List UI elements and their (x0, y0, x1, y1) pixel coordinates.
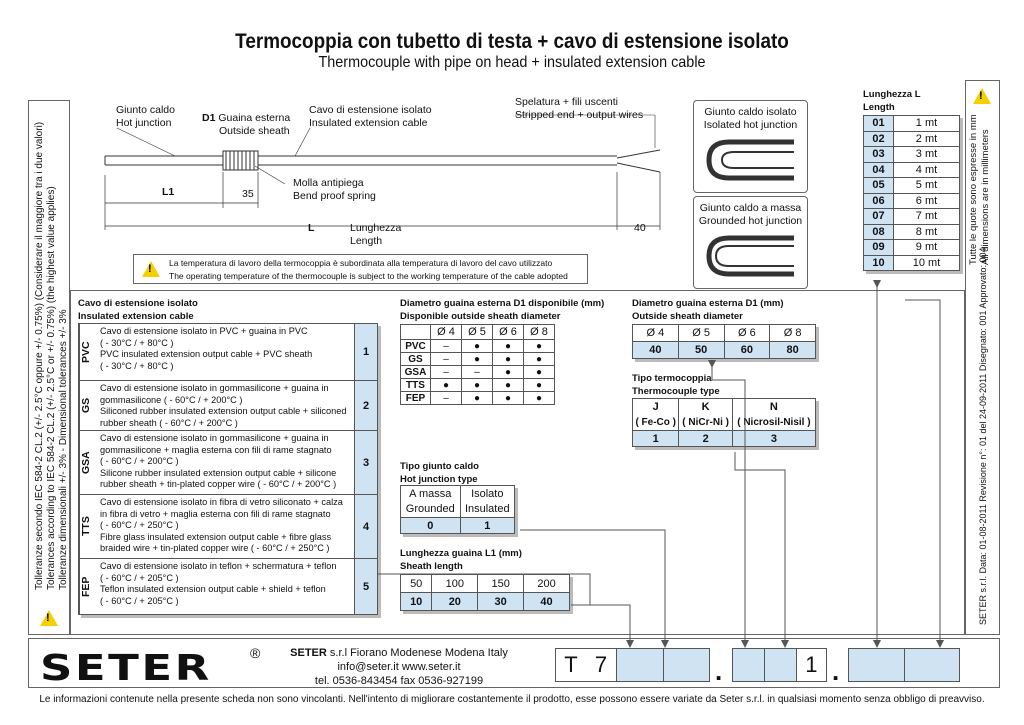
length-code: 04 (864, 162, 894, 178)
junction-en: Insulated (460, 502, 514, 518)
davail-mark: – (431, 353, 462, 366)
code-slot-cable[interactable] (663, 649, 709, 681)
length-value: 5 mt (894, 178, 960, 194)
l1-dimension: L1 (162, 186, 175, 198)
grounded-junction-detail: Giunto caldo a massa Grounded hot junction (693, 196, 808, 289)
cable-code-num: 3 (355, 431, 377, 494)
davail-mark: ● (493, 392, 524, 405)
davail-mark: ● (462, 353, 493, 366)
davail-header: Ø 6 (493, 325, 524, 340)
cable-desc-line: Cavo di estensione isolato in teflon + schermatura + teflon (100, 561, 337, 571)
cable-desc-line: ( - 30°C / + 80°C ) (100, 360, 174, 371)
davail-mark: ● (462, 379, 493, 392)
diameter-header: Ø 6 (724, 325, 770, 342)
length-value: 7 mt (894, 209, 960, 225)
davail-header: Ø 4 (431, 325, 462, 340)
code-dot-2: . (832, 656, 840, 686)
davail-mark: ● (493, 366, 524, 379)
length-value: 3 mt (894, 147, 960, 163)
davail-mark: ● (462, 392, 493, 405)
registered-mark: ® (250, 645, 261, 661)
junction-it: Isolato (460, 486, 514, 502)
davail-name: GSA (401, 366, 431, 379)
length-code: 10 (864, 255, 894, 271)
tc-letter: N (732, 399, 815, 415)
code-slot-tc[interactable] (764, 649, 795, 681)
cable-code: TTS (79, 495, 97, 558)
davail-mark: ● (493, 379, 524, 392)
sheath-value: 50 (401, 575, 432, 593)
dimensions-note: Tutte le quote sono espresse in mm All dimensions are in millimeters (968, 114, 991, 265)
diameter-title: Diametro guaina esterna D1 (mm) Outside sheath diameter (632, 298, 784, 322)
cable-desc-line: Teflon insulated extension output cable + shield + teflon (100, 584, 326, 594)
tc-code: 2 (679, 431, 732, 447)
junction-code: 0 (401, 518, 461, 534)
davail-mark: ● (493, 340, 524, 353)
cable-desc-line: Cavo di estensione isolato in gommasilicone + guaina in (100, 383, 329, 393)
cable-code-num: 1 (355, 324, 377, 380)
junction-en: Grounded (401, 502, 461, 518)
junction-it: A massa (401, 486, 461, 502)
l-dimension: L (308, 222, 315, 234)
davail-name: FEP (401, 392, 431, 405)
length-table-title: Lunghezza L Length (863, 89, 921, 113)
cable-desc-line: Cavo di estensione isolato in PVC + guaina in PVC (100, 326, 308, 336)
sheath-code: 20 (432, 593, 478, 611)
code-slot-diameter[interactable] (733, 649, 764, 681)
diameter-code: 50 (678, 342, 724, 359)
cable-desc-line: rubber sheath + tin-plated copper wire ( - 60°C / + 200°C ) (100, 479, 337, 489)
davail-mark: ● (524, 340, 555, 353)
page-title: Termocoppia con tubetto di testa + cavo di estensione isolato (235, 30, 789, 53)
revision-note: SETER s.r.l. Data: 01-08-2011 Revisione n°: 01 del 24-09-2011 Disegnato: 001 Approvato: 004 (978, 247, 988, 625)
tc-desc: ( Nicrosil-Nisil ) (732, 415, 815, 431)
cable-desc-line: PVC insulated extension output cable + PVC sheath (100, 349, 313, 359)
disclaimer: Le informazioni contenute nella presente scheda non sono vincolanti. Nell'intento di migliorare costantemente il prodotto, esse possono essere variate da Seter s.r.l. in qualsiasi momento senza obbligo di preavviso. (39, 694, 985, 705)
length-code: 03 (864, 147, 894, 163)
length-code: 01 (864, 116, 894, 132)
cable-code: GS (79, 381, 97, 430)
sheath-label: D1 Guaina esterna Outside sheath (202, 112, 291, 137)
junction-title: Tipo giunto caldo Hot junction type (400, 461, 479, 485)
dimensional-note: Tolleranze dimensionali +/- 3% - Dimensional tolerances +/- 3% (58, 309, 69, 590)
davail-mark: – (431, 392, 462, 405)
tc-letter: J (633, 399, 679, 415)
stripped-end-label: Spelatura + fili uscenti Stripped end + output wires (515, 96, 644, 121)
cable-code-num: 5 (355, 559, 377, 614)
length-value: 2 mt (894, 131, 960, 147)
davail-mark: ● (462, 340, 493, 353)
code-slot-length[interactable] (848, 648, 960, 682)
cable-desc-line: Cavo di estensione isolato in fibra di vetro siliconato + calza (100, 497, 343, 507)
length-code: 06 (864, 193, 894, 209)
diameter-header: Ø 8 (770, 325, 816, 342)
length-value: 10 mt (894, 255, 960, 271)
cable-desc-line: in fibra di vetro + maglia esterna con fili di rame stagnato (100, 508, 331, 519)
cable-desc-line: braided wire + tin-plated copper wire ( - 60°C / + 250°C ) (100, 543, 330, 553)
tc-type-title: Tipo termocoppia Thermocouple type (632, 373, 720, 397)
davail-mark: ● (524, 353, 555, 366)
cable-desc-line: rubber sheath ( - 60°C / + 200°C ) (100, 417, 238, 428)
cable-desc-line: Fibre glass insulated extension output cable + fibre glass (100, 531, 332, 542)
sheath-value: 100 (432, 575, 478, 593)
diameter-header: Ø 4 (633, 325, 679, 342)
cable-code: FEP (79, 559, 97, 614)
diameter-code: 80 (770, 342, 816, 359)
tolerance-note-en: Tolerances according to IEC 584-2 CL.2 (+/- 2.5°C or +/- 0.75%) (the highest value applies) (46, 186, 57, 590)
davail-mark: ● (524, 366, 555, 379)
cable-desc-line: Siliconed rubber insulated extension output cable + siliconed (100, 406, 347, 416)
cable-desc-line: Silicone rubber insulated extension output cable + silicone (100, 467, 337, 478)
length-code: 07 (864, 209, 894, 225)
davail-name: PVC (401, 340, 431, 353)
code-box-mid (732, 648, 827, 682)
sheath-length-title: Lunghezza guaina L1 (mm) Sheath length (400, 548, 522, 572)
cable-desc-line: ( - 30°C / + 80°C ) (100, 337, 174, 348)
davail-header: Ø 5 (462, 325, 493, 340)
tc-code: 3 (732, 431, 815, 447)
diameter-code: 40 (633, 342, 679, 359)
davail-mark: ● (493, 353, 524, 366)
cable-desc-line: Cavo di estensione isolato in gommasilicone + guaina in (100, 433, 329, 443)
tc-code: 1 (633, 431, 679, 447)
cable-code-num: 4 (355, 495, 377, 558)
davail-mark: – (431, 366, 462, 379)
length-value: 8 mt (894, 224, 960, 240)
davail-mark: – (431, 340, 462, 353)
tc-desc: ( NiCr-Ni ) (679, 415, 732, 431)
davail-name: GS (401, 353, 431, 366)
cable-desc-line: gommasilicone ( - 60°C / + 200°C ) (100, 394, 243, 405)
length-code: 09 (864, 240, 894, 256)
cable-table-title: Cavo di estensione isolato Insulated extension cable (78, 298, 198, 322)
cable-desc-line: ( - 60°C / + 205°C ) (100, 595, 179, 606)
davail-mark: – (462, 366, 493, 379)
company-info: SETER s.r.l Fiorano Modenese Modena Italy info@seter.it www.seter.it tel. 0536-843454 fax 0536-927199 (290, 647, 508, 687)
cable-code: PVC (79, 324, 97, 380)
code-7: 7 (594, 652, 608, 677)
junction-code: 1 (460, 518, 514, 534)
code-1: 1 (796, 649, 826, 681)
insulated-junction-detail: Giunto caldo isolato Isolated hot junction (693, 100, 808, 193)
diameter-avail-title: Diametro guaina esterna D1 disponibile (mm) Disponible outside sheath diameter (400, 298, 605, 322)
diameter-header: Ø 5 (678, 325, 724, 342)
temperature-warning: ! La temperatura di lavoro della termocoppia è subordinata alla temperatura di lavoro del cavo utilizzato The operating temperature of the thermocouple is subject to the working temperature of the cable adopted (133, 254, 588, 284)
davail-mark: ● (431, 379, 462, 392)
code-slot-l1[interactable] (616, 649, 663, 681)
cable-code: GSA (79, 431, 97, 494)
tolerance-note-it: Tolleranze secondo IEC 584-2 CL.2 (+/- 2.5°C oppure +/- 0.75%) (Considerare il maggiore tra i due valori) (34, 121, 45, 590)
davail-header: Ø 8 (524, 325, 555, 340)
extension-cable-label: Cavo di estensione isolato Insulated extension cable (309, 104, 432, 129)
cable-desc-line: ( - 60°C / + 205°C ) (100, 572, 179, 583)
sheath-value: 200 (524, 575, 570, 593)
length-code: 05 (864, 178, 894, 194)
code-t: T (564, 652, 578, 677)
length-code: 08 (864, 224, 894, 240)
sheath-code: 40 (524, 593, 570, 611)
dim-35: 35 (242, 188, 254, 200)
dim-40: 40 (634, 222, 646, 234)
cable-desc-line: gommasilicone + maglia esterna con fili di rame stagnato (100, 444, 332, 455)
length-value: 9 mt (894, 240, 960, 256)
length-code: 02 (864, 131, 894, 147)
cable-code-num: 2 (355, 381, 377, 430)
tc-desc: ( Fe-Co ) (633, 415, 679, 431)
davail-mark: ● (524, 379, 555, 392)
page-subtitle: Thermocouple with pipe on head + insulated extension cable (318, 54, 706, 71)
cable-desc-line: ( - 60°C / + 250°C ) (100, 520, 179, 530)
code-box-t7 (555, 648, 710, 682)
davail-name: TTS (401, 379, 431, 392)
sheath-code: 10 (401, 593, 432, 611)
tc-letter: K (679, 399, 732, 415)
hot-junction-label: Giunto caldo Hot junction (116, 104, 175, 129)
length-value: 6 mt (894, 193, 960, 209)
diameter-code: 60 (724, 342, 770, 359)
davail-mark: ● (524, 392, 555, 405)
seter-logo: SETER (40, 648, 212, 689)
length-value: 1 mt (894, 116, 960, 132)
length-value: 4 mt (894, 162, 960, 178)
sheath-value: 150 (478, 575, 524, 593)
sheath-code: 30 (478, 593, 524, 611)
length-label: Lunghezza Length (350, 222, 402, 247)
cable-desc-line: ( - 60°C / + 200°C ) (100, 456, 179, 466)
code-dot-1: . (715, 656, 723, 686)
spring-label: Molla antipiega Bend proof spring (293, 177, 376, 202)
